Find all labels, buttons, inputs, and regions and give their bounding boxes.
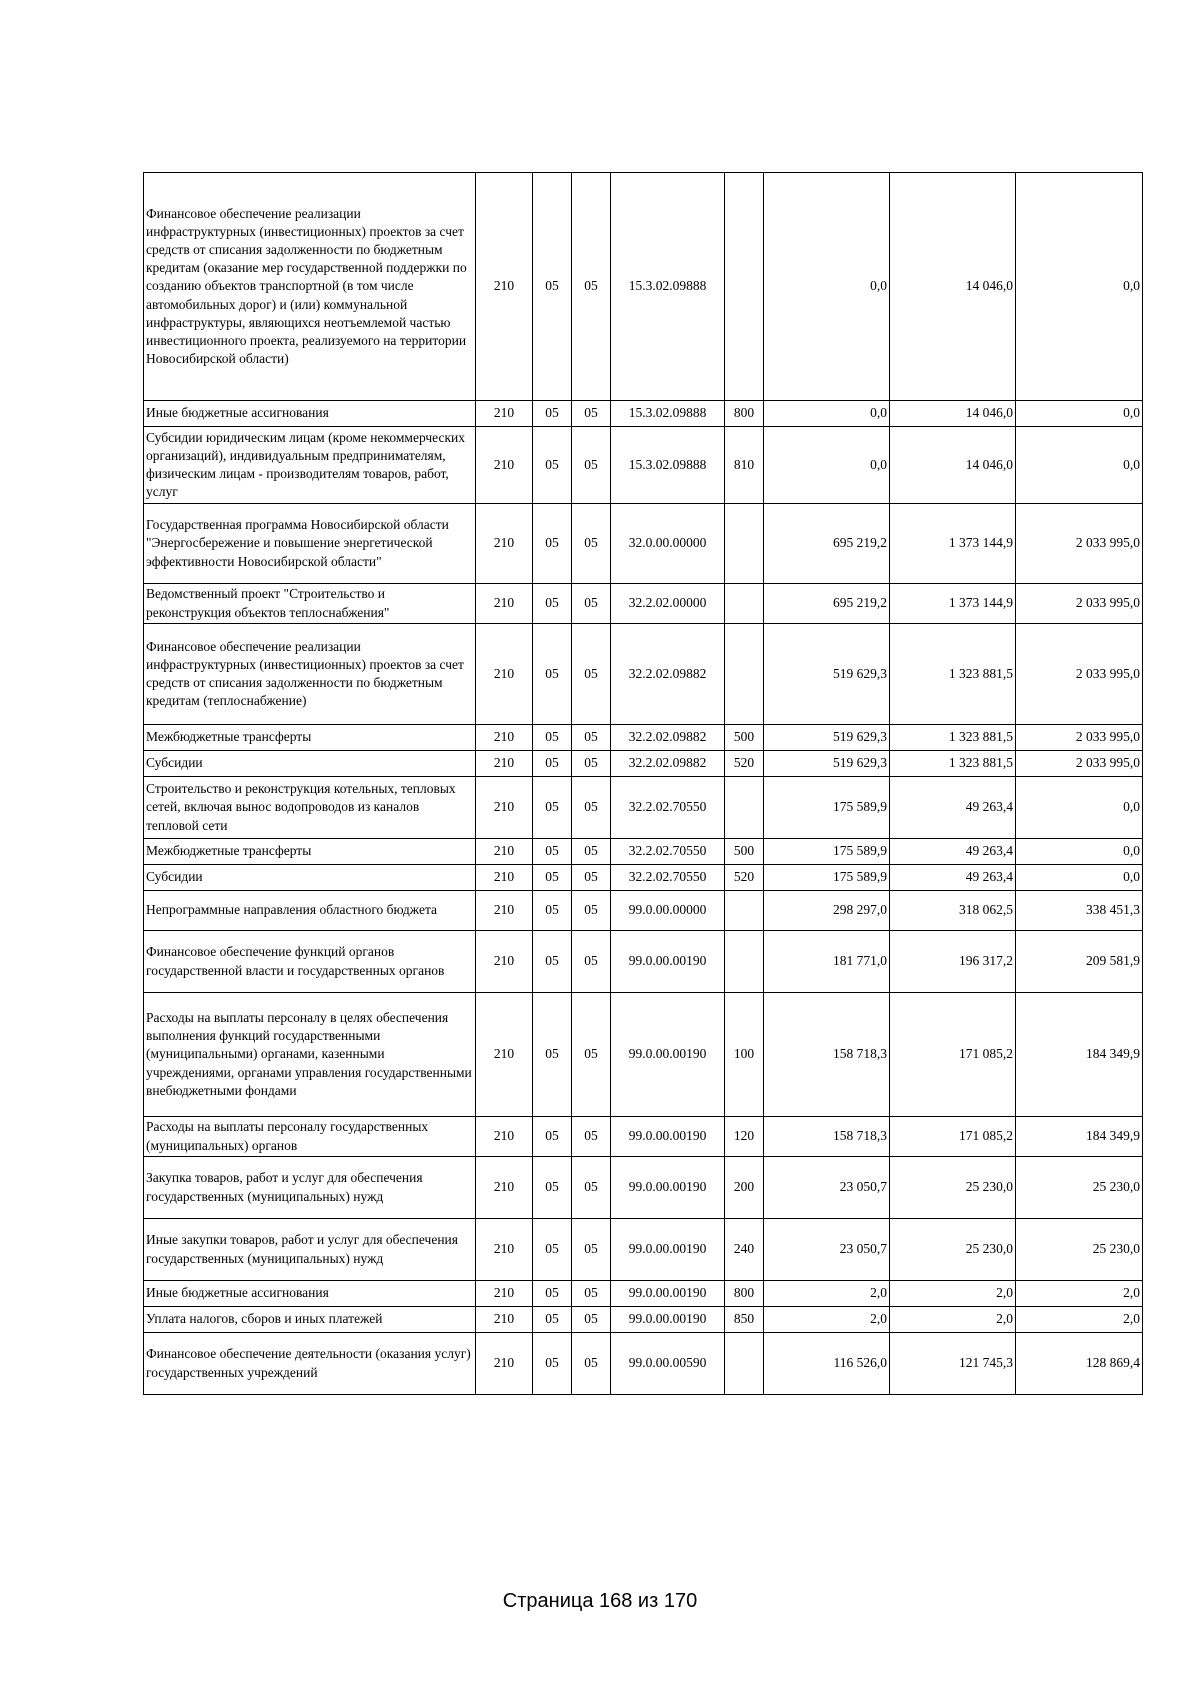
cell-expense-type: 100 — [725, 993, 764, 1117]
cell-amount-1: 2,0 — [764, 1307, 890, 1333]
cell-grbs: 210 — [476, 891, 533, 931]
cell-subsection: 05 — [572, 751, 611, 777]
cell-target-article: 32.2.02.00000 — [611, 584, 725, 624]
cell-amount-1: 23 050,7 — [764, 1157, 890, 1219]
budget-table — [143, 172, 1143, 1395]
cell-name: Межбюджетные трансферты — [144, 839, 476, 865]
cell-expense-type — [725, 504, 764, 584]
cell-section: 05 — [533, 865, 572, 891]
table-row — [144, 584, 1143, 624]
cell-amount-1: 298 297,0 — [764, 891, 890, 931]
cell-subsection: 05 — [572, 1333, 611, 1395]
cell-section: 05 — [533, 1307, 572, 1333]
cell-target-article: 99.0.00.00000 — [611, 891, 725, 931]
cell-section: 05 — [533, 1219, 572, 1281]
cell-grbs: 210 — [476, 1117, 533, 1157]
cell-amount-3: 0,0 — [1016, 427, 1143, 504]
cell-grbs: 210 — [476, 993, 533, 1117]
table-row — [144, 173, 1143, 401]
table-row — [144, 401, 1143, 427]
cell-name: Иные бюджетные ассигнования — [144, 401, 476, 427]
table-row — [144, 1281, 1143, 1307]
cell-subsection: 05 — [572, 1281, 611, 1307]
cell-expense-type: 850 — [725, 1307, 764, 1333]
cell-target-article: 15.3.02.09888 — [611, 173, 725, 401]
cell-amount-2: 25 230,0 — [890, 1157, 1016, 1219]
cell-section: 05 — [533, 1117, 572, 1157]
cell-amount-2: 171 085,2 — [890, 993, 1016, 1117]
cell-grbs: 210 — [476, 401, 533, 427]
cell-expense-type: 120 — [725, 1117, 764, 1157]
cell-amount-1: 175 589,9 — [764, 777, 890, 839]
cell-name: Ведомственный проект "Строительство и реконструкция объектов теплоснабжения" — [144, 584, 476, 624]
cell-amount-3: 0,0 — [1016, 401, 1143, 427]
cell-target-article: 99.0.00.00190 — [611, 993, 725, 1117]
cell-grbs: 210 — [476, 865, 533, 891]
cell-target-article: 99.0.00.00190 — [611, 1117, 725, 1157]
cell-section: 05 — [533, 504, 572, 584]
table-row — [144, 931, 1143, 993]
cell-name: Субсидии юридическим лицам (кроме некоммерческих организаций), индивидуальным предпринимателям, физическим лицам - производителям товаров, работ, услуг — [144, 427, 476, 504]
cell-grbs: 210 — [476, 839, 533, 865]
cell-amount-2: 1 323 881,5 — [890, 751, 1016, 777]
cell-section: 05 — [533, 751, 572, 777]
cell-amount-1: 519 629,3 — [764, 751, 890, 777]
cell-name: Субсидии — [144, 865, 476, 891]
cell-amount-3: 25 230,0 — [1016, 1157, 1143, 1219]
cell-subsection: 05 — [572, 173, 611, 401]
cell-amount-3: 338 451,3 — [1016, 891, 1143, 931]
table-row — [144, 993, 1143, 1117]
table-row — [144, 1117, 1143, 1157]
cell-expense-type: 520 — [725, 751, 764, 777]
cell-grbs: 210 — [476, 751, 533, 777]
cell-amount-1: 181 771,0 — [764, 931, 890, 993]
cell-subsection: 05 — [572, 1117, 611, 1157]
cell-target-article: 32.2.02.70550 — [611, 777, 725, 839]
table-body — [144, 173, 1143, 1395]
cell-amount-1: 519 629,3 — [764, 624, 890, 725]
cell-amount-1: 519 629,3 — [764, 725, 890, 751]
cell-amount-2: 2,0 — [890, 1281, 1016, 1307]
cell-target-article: 32.2.02.70550 — [611, 839, 725, 865]
cell-name: Финансовое обеспечение реализации инфраструктурных (инвестиционных) проектов за счет средств от списания задолженности по бюджетным кредитам (теплоснабжение) — [144, 624, 476, 725]
cell-amount-1: 23 050,7 — [764, 1219, 890, 1281]
cell-subsection: 05 — [572, 891, 611, 931]
cell-expense-type: 500 — [725, 725, 764, 751]
cell-amount-3: 2 033 995,0 — [1016, 725, 1143, 751]
cell-amount-2: 49 263,4 — [890, 839, 1016, 865]
table-row — [144, 839, 1143, 865]
cell-target-article: 32.2.02.70550 — [611, 865, 725, 891]
cell-expense-type: 500 — [725, 839, 764, 865]
cell-section: 05 — [533, 891, 572, 931]
cell-name: Расходы на выплаты персоналу государственных (муниципальных) органов — [144, 1117, 476, 1157]
cell-expense-type: 520 — [725, 865, 764, 891]
cell-name: Расходы на выплаты персоналу в целях обеспечения выполнения функций государственными (муниципальными) органами, казенными учреждениями, органами управления государственными внебюджетными фондами — [144, 993, 476, 1117]
cell-amount-2: 14 046,0 — [890, 427, 1016, 504]
cell-amount-2: 25 230,0 — [890, 1219, 1016, 1281]
cell-amount-3: 0,0 — [1016, 173, 1143, 401]
cell-amount-3: 2 033 995,0 — [1016, 624, 1143, 725]
cell-expense-type: 800 — [725, 1281, 764, 1307]
table-row — [144, 1157, 1143, 1219]
table-row — [144, 1307, 1143, 1333]
cell-amount-3: 25 230,0 — [1016, 1219, 1143, 1281]
cell-target-article: 32.2.02.09882 — [611, 725, 725, 751]
cell-amount-2: 1 323 881,5 — [890, 624, 1016, 725]
cell-subsection: 05 — [572, 1157, 611, 1219]
cell-target-article: 32.2.02.09882 — [611, 751, 725, 777]
cell-expense-type — [725, 777, 764, 839]
cell-amount-3: 2,0 — [1016, 1281, 1143, 1307]
cell-amount-1: 116 526,0 — [764, 1333, 890, 1395]
cell-amount-2: 49 263,4 — [890, 865, 1016, 891]
cell-section: 05 — [533, 584, 572, 624]
cell-amount-1: 0,0 — [764, 401, 890, 427]
cell-subsection: 05 — [572, 1307, 611, 1333]
cell-subsection: 05 — [572, 401, 611, 427]
cell-grbs: 210 — [476, 427, 533, 504]
cell-name: Уплата налогов, сборов и иных платежей — [144, 1307, 476, 1333]
cell-amount-1: 158 718,3 — [764, 993, 890, 1117]
cell-subsection: 05 — [572, 993, 611, 1117]
cell-subsection: 05 — [572, 839, 611, 865]
cell-expense-type — [725, 891, 764, 931]
cell-name: Субсидии — [144, 751, 476, 777]
cell-amount-1: 0,0 — [764, 173, 890, 401]
cell-amount-1: 695 219,2 — [764, 504, 890, 584]
cell-amount-3: 184 349,9 — [1016, 993, 1143, 1117]
cell-section: 05 — [533, 624, 572, 725]
cell-amount-2: 1 323 881,5 — [890, 725, 1016, 751]
cell-amount-3: 184 349,9 — [1016, 1117, 1143, 1157]
cell-subsection: 05 — [572, 931, 611, 993]
cell-subsection: 05 — [572, 584, 611, 624]
cell-grbs: 210 — [476, 1307, 533, 1333]
cell-amount-1: 0,0 — [764, 427, 890, 504]
cell-amount-3: 2 033 995,0 — [1016, 504, 1143, 584]
cell-name: Строительство и реконструкция котельных, тепловых сетей, включая вынос водопроводов из каналов тепловой сети — [144, 777, 476, 839]
cell-subsection: 05 — [572, 725, 611, 751]
cell-amount-1: 175 589,9 — [764, 865, 890, 891]
table-row — [144, 751, 1143, 777]
cell-amount-3: 128 869,4 — [1016, 1333, 1143, 1395]
cell-amount-1: 175 589,9 — [764, 839, 890, 865]
cell-amount-3: 2 033 995,0 — [1016, 751, 1143, 777]
cell-amount-2: 1 373 144,9 — [890, 584, 1016, 624]
table-row — [144, 891, 1143, 931]
cell-amount-3: 209 581,9 — [1016, 931, 1143, 993]
cell-grbs: 210 — [476, 584, 533, 624]
cell-name: Финансовое обеспечение функций органов государственной власти и государственных органов — [144, 931, 476, 993]
cell-section: 05 — [533, 1333, 572, 1395]
cell-amount-2: 196 317,2 — [890, 931, 1016, 993]
cell-amount-1: 158 718,3 — [764, 1117, 890, 1157]
cell-name: Финансовое обеспечение деятельности (оказания услуг) государственных учреждений — [144, 1333, 476, 1395]
cell-section: 05 — [533, 401, 572, 427]
cell-amount-3: 0,0 — [1016, 839, 1143, 865]
table-row — [144, 1219, 1143, 1281]
cell-section: 05 — [533, 427, 572, 504]
page-footer: Страница 168 из 170 — [502, 1590, 698, 1612]
cell-amount-2: 14 046,0 — [890, 401, 1016, 427]
cell-target-article: 15.3.02.09888 — [611, 401, 725, 427]
cell-grbs: 210 — [476, 173, 533, 401]
cell-target-article: 99.0.00.00190 — [611, 1219, 725, 1281]
cell-section: 05 — [533, 1281, 572, 1307]
cell-amount-2: 171 085,2 — [890, 1117, 1016, 1157]
cell-name: Иные закупки товаров, работ и услуг для обеспечения государственных (муниципальных) нужд — [144, 1219, 476, 1281]
cell-grbs: 210 — [476, 1281, 533, 1307]
cell-subsection: 05 — [572, 427, 611, 504]
cell-target-article: 99.0.00.00590 — [611, 1333, 725, 1395]
cell-name: Иные бюджетные ассигнования — [144, 1281, 476, 1307]
cell-target-article: 99.0.00.00190 — [611, 1281, 725, 1307]
cell-expense-type: 200 — [725, 1157, 764, 1219]
cell-target-article: 32.0.00.00000 — [611, 504, 725, 584]
cell-expense-type — [725, 173, 764, 401]
cell-subsection: 05 — [572, 777, 611, 839]
cell-expense-type: 810 — [725, 427, 764, 504]
cell-amount-3: 0,0 — [1016, 777, 1143, 839]
cell-section: 05 — [533, 839, 572, 865]
cell-name: Непрограммные направления областного бюджета — [144, 891, 476, 931]
cell-section: 05 — [533, 993, 572, 1117]
cell-amount-3: 0,0 — [1016, 865, 1143, 891]
cell-subsection: 05 — [572, 865, 611, 891]
cell-amount-2: 14 046,0 — [890, 173, 1016, 401]
table-row — [144, 504, 1143, 584]
table-row — [144, 624, 1143, 725]
cell-expense-type — [725, 584, 764, 624]
cell-section: 05 — [533, 1157, 572, 1219]
cell-amount-3: 2 033 995,0 — [1016, 584, 1143, 624]
cell-target-article: 99.0.00.00190 — [611, 1157, 725, 1219]
cell-name: Межбюджетные трансферты — [144, 725, 476, 751]
cell-grbs: 210 — [476, 624, 533, 725]
cell-target-article: 99.0.00.00190 — [611, 1307, 725, 1333]
cell-grbs: 210 — [476, 777, 533, 839]
cell-grbs: 210 — [476, 1219, 533, 1281]
cell-expense-type — [725, 624, 764, 725]
cell-section: 05 — [533, 725, 572, 751]
cell-grbs: 210 — [476, 1157, 533, 1219]
cell-expense-type: 800 — [725, 401, 764, 427]
cell-expense-type: 240 — [725, 1219, 764, 1281]
cell-grbs: 210 — [476, 504, 533, 584]
cell-target-article: 15.3.02.09888 — [611, 427, 725, 504]
cell-grbs: 210 — [476, 1333, 533, 1395]
cell-name: Финансовое обеспечение реализации инфраструктурных (инвестиционных) проектов за счет средств от списания задолженности по бюджетным кредитам (оказание мер государственной поддержки по созданию объектов транспортной (в том числе автомобильных дорог) и (или) коммунальной инфраструктуры, являющихся неотъемлемой частью инвестиционного проекта, реализуемого на территории Новосибирской области) — [144, 173, 476, 401]
cell-subsection: 05 — [572, 1219, 611, 1281]
cell-grbs: 210 — [476, 931, 533, 993]
cell-subsection: 05 — [572, 504, 611, 584]
cell-amount-2: 1 373 144,9 — [890, 504, 1016, 584]
cell-amount-3: 2,0 — [1016, 1307, 1143, 1333]
cell-target-article: 32.2.02.09882 — [611, 624, 725, 725]
cell-name: Закупка товаров, работ и услуг для обеспечения государственных (муниципальных) нужд — [144, 1157, 476, 1219]
cell-expense-type — [725, 1333, 764, 1395]
cell-subsection: 05 — [572, 624, 611, 725]
cell-amount-1: 2,0 — [764, 1281, 890, 1307]
table-row — [144, 725, 1143, 751]
cell-section: 05 — [533, 931, 572, 993]
cell-section: 05 — [533, 173, 572, 401]
cell-amount-2: 49 263,4 — [890, 777, 1016, 839]
cell-amount-2: 2,0 — [890, 1307, 1016, 1333]
table-row — [144, 427, 1143, 504]
cell-amount-2: 318 062,5 — [890, 891, 1016, 931]
cell-expense-type — [725, 931, 764, 993]
cell-amount-2: 121 745,3 — [890, 1333, 1016, 1395]
cell-grbs: 210 — [476, 725, 533, 751]
table-row — [144, 865, 1143, 891]
cell-section: 05 — [533, 777, 572, 839]
table-row — [144, 777, 1143, 839]
cell-amount-1: 695 219,2 — [764, 584, 890, 624]
table-row — [144, 1333, 1143, 1395]
cell-name: Государственная программа Новосибирской области "Энергосбережение и повышение энергетической эффективности Новосибирской области" — [144, 504, 476, 584]
cell-target-article: 99.0.00.00190 — [611, 931, 725, 993]
